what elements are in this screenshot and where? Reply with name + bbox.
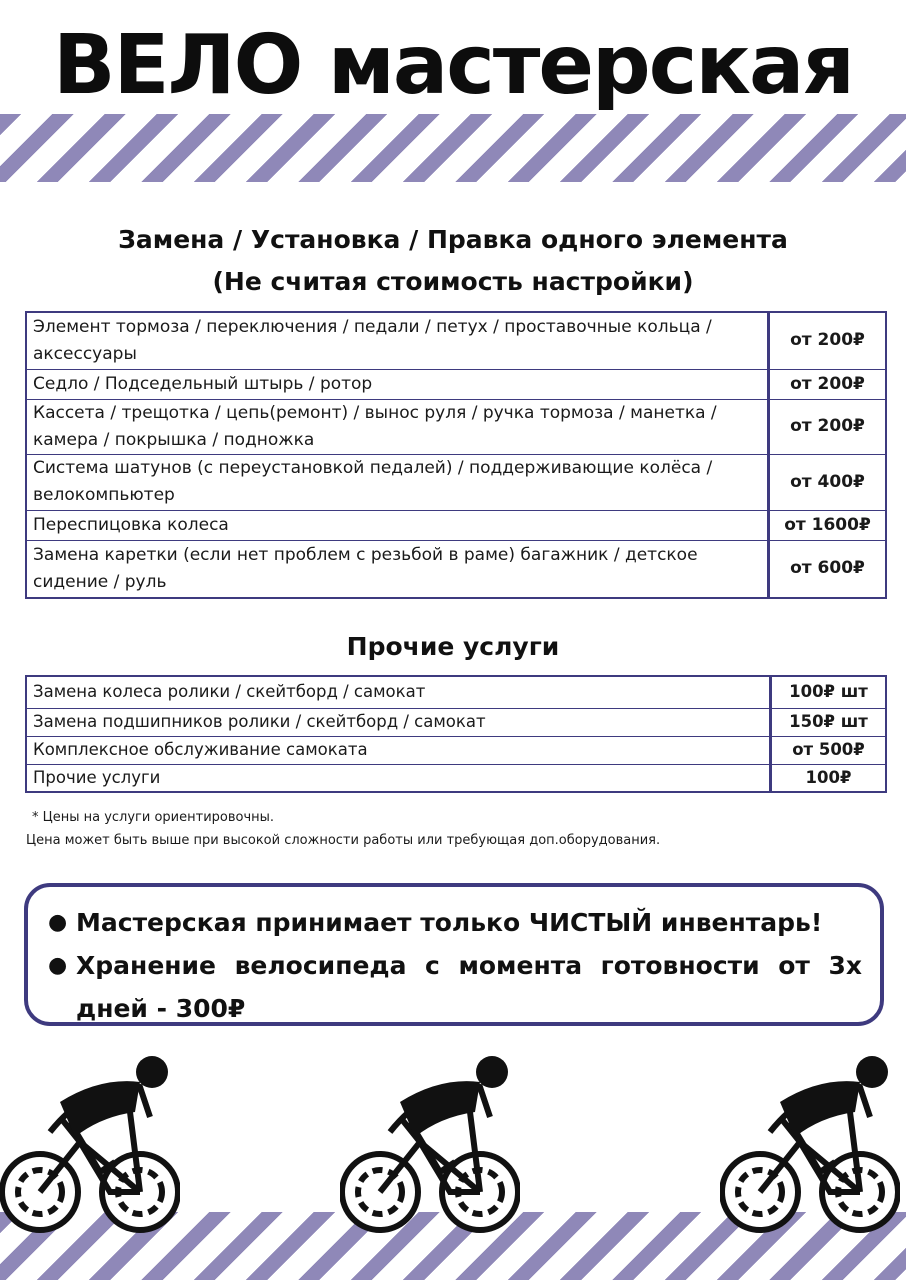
service-name: Элемент тормоза / переключения / педали / петух / проставочные кольца / аксессуары [26,312,769,369]
notice-item [46,901,862,944]
service-name: Замена каретки (если нет проблем с резьбой в раме) багажник / детское сидение / руль [26,540,769,598]
other-services-table [25,675,887,793]
table-row [26,708,886,736]
table-row [26,399,886,454]
service-name: Замена колеса ролики / скейтборд / самокат [26,676,771,708]
notice-item [46,944,862,1030]
cyclist-icon [0,1042,180,1242]
cyclist-icon [720,1042,900,1242]
service-name: Прочие услуги [26,764,771,792]
table-row [26,764,886,792]
table-row [26,540,886,598]
table-row [26,369,886,399]
page-title: ВЕЛО мастерская [53,18,853,113]
notice-box [24,883,884,1026]
service-price: от 200₽ [769,312,887,369]
notice-text: Мастерская принимает только ЧИСТЫЙ инвентарь! [76,908,823,937]
service-price: от 1600₽ [769,510,887,540]
service-name: Кассета / трещотка / цепь(ремонт) / вынос руля / ручка тормоза / манетка / камера / покрышка / подножка [26,399,769,454]
table-row [26,736,886,764]
service-price: 100₽ [771,764,887,792]
service-name: Замена подшипников ролики / скейтборд / самокат [26,708,771,736]
table-row [26,510,886,540]
bullet-icon: ● [48,910,68,935]
service-price: от 200₽ [769,369,887,399]
service-price: от 600₽ [769,540,887,598]
service-price: 100₽ шт [771,676,887,708]
table-row [26,676,886,708]
table-row [26,312,886,369]
table-row [26,454,886,510]
main-services-table [25,311,887,599]
service-name: Система шатунов (с переустановкой педалей) / поддерживающие колёса / велокомпьютер [26,454,769,510]
notice-text: Хранение велосипеда с момента готовности от 3х дней - 300₽ [76,951,862,1023]
service-name: Переспицовка колеса [26,510,769,540]
section1-title-line1: Замена / Установка / Правка одного элемента [118,225,788,254]
service-price: от 400₽ [769,454,887,510]
section1-title-line2: (Не считая стоимость настройки) [212,267,694,296]
bullet-icon: ● [48,953,68,978]
service-price: 150₽ шт [771,708,887,736]
price-note: * Цены на услуги ориентировочны. [32,810,275,825]
price-note-detail: Цена может быть выше при высокой сложности работы или требующая доп.оборудования. [26,833,661,848]
service-name: Комплексное обслуживание самоката [26,736,771,764]
cyclist-icon [340,1042,520,1242]
top-stripe-band [0,114,906,182]
section2-title: Прочие услуги [346,632,560,661]
service-name: Седло / Подседельный штырь / ротор [26,369,769,399]
service-price: от 500₽ [771,736,887,764]
service-price: от 200₽ [769,399,887,454]
